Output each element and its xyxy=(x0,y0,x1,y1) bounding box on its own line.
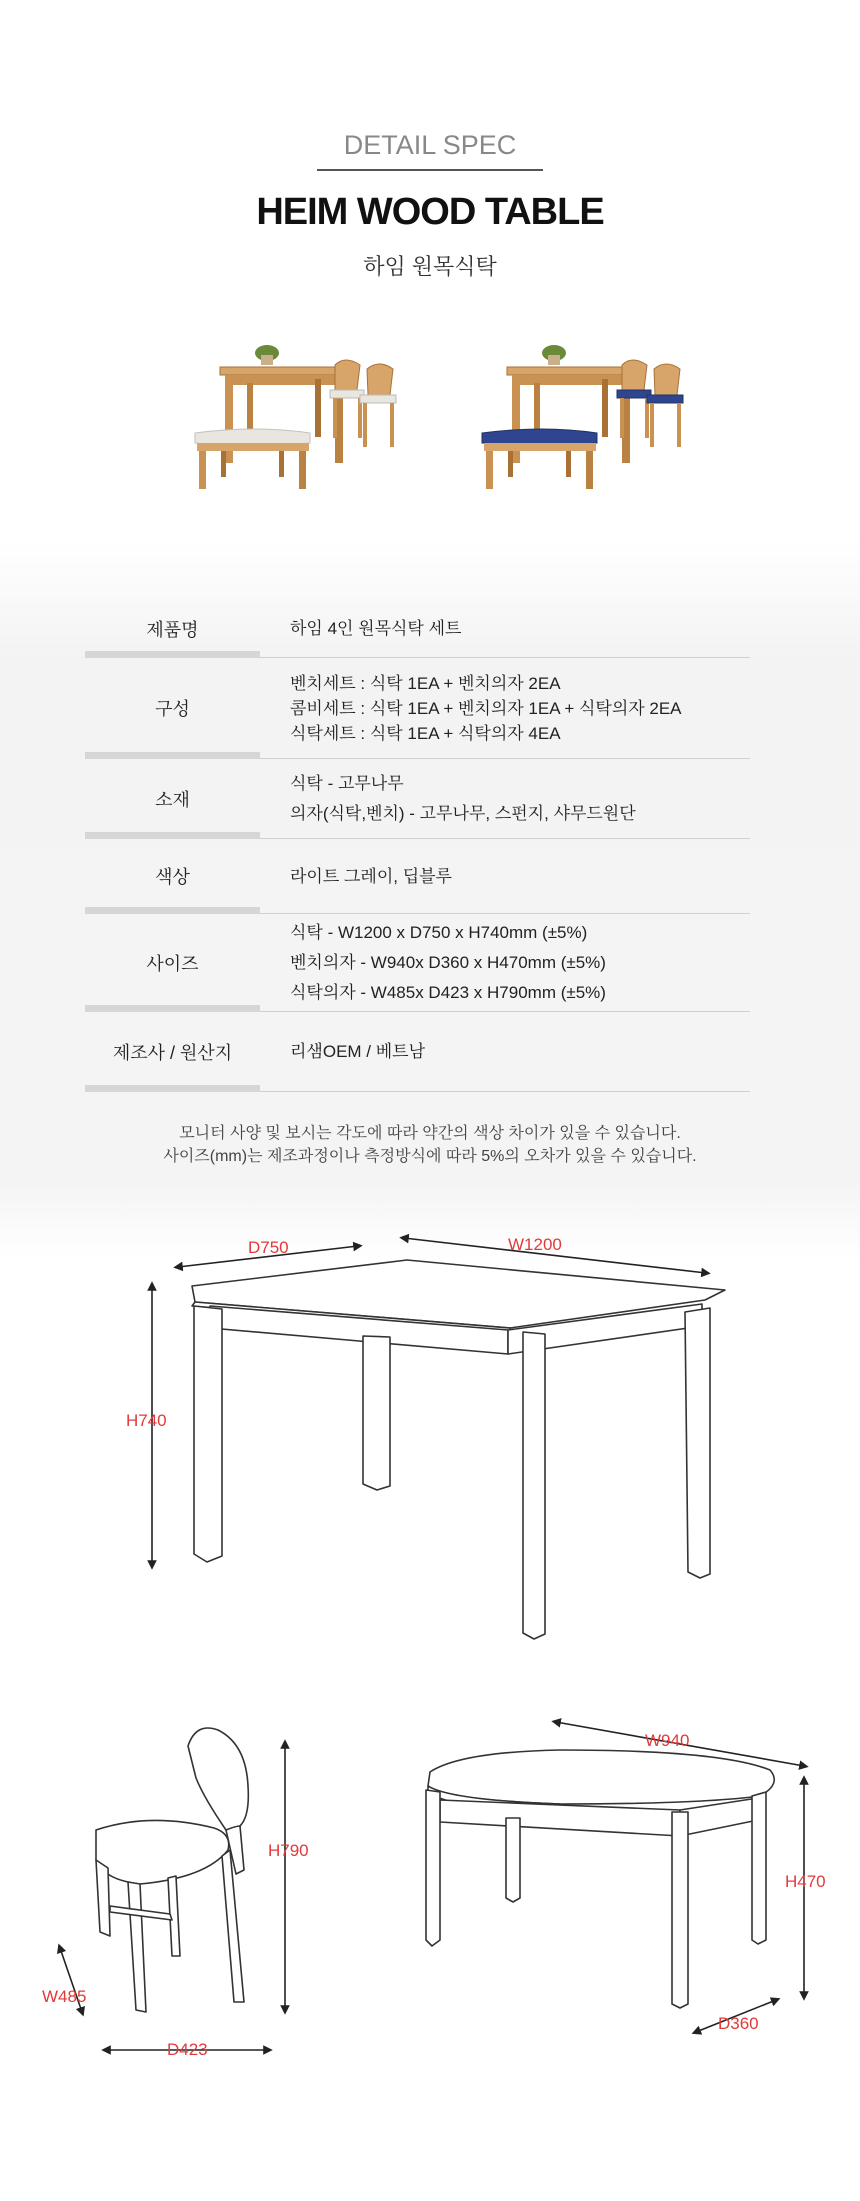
spec-label: 구성 xyxy=(85,658,260,758)
table-drawing xyxy=(192,1260,725,1639)
spec-value-line: 하임 4인 원목식탁 세트 xyxy=(290,619,462,638)
eyebrow-underline xyxy=(317,169,543,171)
spec-value xyxy=(260,759,636,838)
bench-depth-label: D360 xyxy=(718,2014,759,2033)
product-image-light-gray xyxy=(185,335,425,495)
spec-label: 제조사 / 원산지 xyxy=(85,1012,260,1091)
spec-value xyxy=(260,600,461,657)
spec-value-line: 라이트 그레이, 딥블루 xyxy=(290,866,452,886)
spec-value xyxy=(260,839,452,913)
spec-value-line: 식탁세트 : 식탁 1EA + 식탁의자 4EA xyxy=(290,723,561,743)
chair-drawing xyxy=(96,1728,248,2012)
spec-value-line: 식탁 - W1200 x D750 x H740mm (±5%) xyxy=(290,922,588,942)
spec-value-line: 콤비세트 : 식탁 1EA + 벤치의자 1EA + 식탁의자 2EA xyxy=(290,698,682,718)
bench-width-label: W940 xyxy=(645,1731,690,1750)
spec-value-line: 식탁 - 고무나무 xyxy=(290,773,404,793)
chair-width-label: W485 xyxy=(42,1987,87,2006)
notice-line: 모니터 사양 및 보시는 각도에 따라 약간의 색상 차이가 있을 수 있습니다. xyxy=(179,1125,681,1142)
table-depth-label: D750 xyxy=(248,1238,289,1257)
chair-height-label: H790 xyxy=(268,1841,309,1860)
spec-row-size xyxy=(85,914,750,1012)
spec-header xyxy=(0,130,860,281)
spec-row-material xyxy=(85,759,750,839)
chair-depth-label: D423 xyxy=(167,2040,208,2059)
notice-line: 사이즈(mm)는 제조과정이나 측정방식에 따라 5%의 오차가 있을 수 있습니다. xyxy=(163,1148,697,1165)
spec-value xyxy=(260,658,682,758)
spec-label: 소재 xyxy=(85,759,260,838)
notice-text xyxy=(0,1122,860,1168)
product-subtitle: 하임 원목식탁 xyxy=(363,254,497,279)
table-dimension-diagram xyxy=(0,1220,860,1650)
spec-row-manufacturer xyxy=(85,1012,750,1092)
spec-table xyxy=(85,600,750,1092)
spec-row-composition xyxy=(85,658,750,759)
bench-height-label: H470 xyxy=(785,1872,826,1891)
spec-value-line: 벤치의자 - W940x D360 x H470mm (±5%) xyxy=(290,952,606,972)
spec-label: 사이즈 xyxy=(85,914,260,1011)
product-title: HEIM WOOD TABLE xyxy=(256,191,604,233)
spec-row-color xyxy=(85,839,750,914)
table-width-label: W1200 xyxy=(508,1235,562,1254)
spec-value xyxy=(260,1012,425,1091)
spec-value-line: 벤치세트 : 식탁 1EA + 벤치의자 2EA xyxy=(290,673,561,693)
chair-bench-dimension-diagram xyxy=(0,1700,860,2070)
spec-label: 색상 xyxy=(85,839,260,913)
eyebrow-label: DETAIL SPEC xyxy=(343,130,517,160)
spec-label: 제품명 xyxy=(85,600,260,657)
table-height-label: H740 xyxy=(126,1411,167,1430)
spec-value-line: 의자(식탁,벤치) - 고무나무, 스펀지, 샤무드원단 xyxy=(290,803,636,823)
spec-row-product-name xyxy=(85,600,750,658)
spec-value-line: 식탁의자 - W485x D423 x H790mm (±5%) xyxy=(290,982,606,1002)
product-image-deep-blue xyxy=(472,335,712,495)
spec-value-line: 리샘OEM / 베트남 xyxy=(290,1042,426,1061)
spec-value xyxy=(260,914,606,1011)
bench-drawing xyxy=(426,1750,774,2008)
